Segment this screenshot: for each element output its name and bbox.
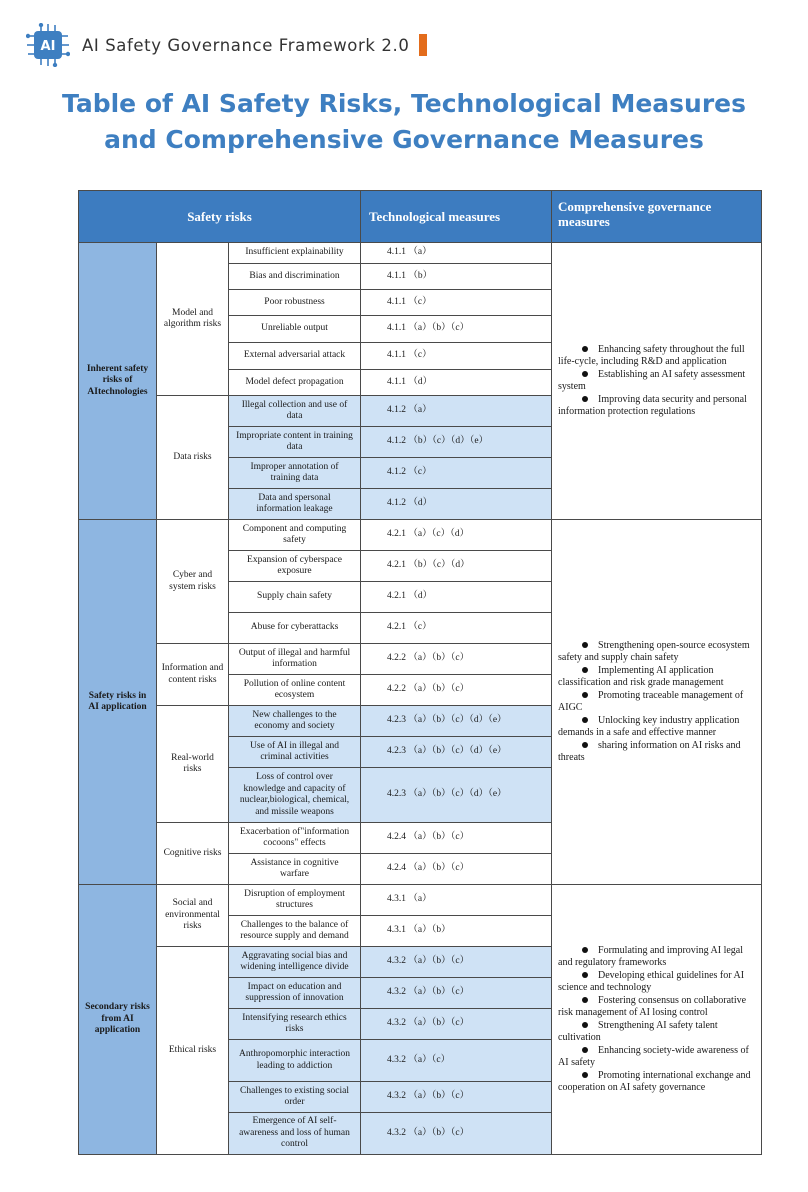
- tech-measure-cell: 4.1.2 （c）: [361, 458, 552, 489]
- tech-measure-cell: 4.1.2 （a）: [361, 396, 552, 427]
- tech-measure-cell: 4.3.2 （a）（b）（c）: [361, 1113, 552, 1155]
- risk-measures-table: [78, 190, 762, 1155]
- risk-cell: Component and computing safety: [229, 520, 361, 551]
- governance-cell: [552, 520, 762, 885]
- risk-cell: Challenges to the balance of resource supply and demand: [229, 916, 361, 947]
- tech-measure-cell: 4.2.3 （a）（b）（c）（d）（e）: [361, 768, 552, 823]
- risk-cell: Abuse for cyberattacks: [229, 613, 361, 644]
- title-accent-bar: [419, 34, 427, 56]
- risk-cell: Poor robustness: [229, 290, 361, 316]
- governance-item: Strengthening AI safety talent cultivation: [558, 1019, 718, 1043]
- risk-cell: Impact on education and suppression of innovation: [229, 978, 361, 1009]
- risk-cell: Emergence of AI self-awareness and loss of human control: [229, 1113, 361, 1155]
- tech-measure-cell: 4.3.2 （a）（b）（c）: [361, 947, 552, 978]
- tech-measure-cell: 4.2.4 （a）（b）（c）: [361, 823, 552, 854]
- subgroup-cell: Cognitive risks: [157, 823, 229, 885]
- tech-measure-cell: 4.1.1 （c）: [361, 290, 552, 316]
- tech-measure-cell: 4.2.3 （a）（b）（c）（d）（e）: [361, 737, 552, 768]
- header-governance-measures: Comprehensive governance measures: [552, 191, 762, 243]
- bullet-icon: [582, 717, 588, 723]
- bullet-icon: [582, 667, 588, 673]
- category-cell: Safety risks in AI application: [79, 520, 157, 885]
- governance-item: Enhancing society-wide awareness of AI safety: [558, 1044, 749, 1068]
- subgroup-cell: Real-world risks: [157, 706, 229, 823]
- risk-cell: Expansion of cyberspace exposure: [229, 551, 361, 582]
- header-technological-measures: Technological measures: [361, 191, 552, 243]
- risk-cell: Model defect propagation: [229, 370, 361, 396]
- subgroup-cell: Ethical risks: [157, 947, 229, 1155]
- tech-measure-cell: 4.3.1 （a）: [361, 885, 552, 916]
- risk-cell: Aggravating social bias and widening intelligence divide: [229, 947, 361, 978]
- risk-cell: New challenges to the economy and society: [229, 706, 361, 737]
- risk-cell: Data and spersonal information leakage: [229, 489, 361, 520]
- risk-cell: Loss of control over knowledge and capacity of nuclear,biological, chemical, and missile weapons: [229, 768, 361, 823]
- bullet-icon: [582, 947, 588, 953]
- governance-item: sharing information on AI risks and threats: [558, 739, 741, 763]
- svg-text:AI: AI: [40, 39, 56, 54]
- governance-item: Strengthening open-source ecosystem safety and supply chain safety: [558, 639, 750, 663]
- governance-cell: [552, 243, 762, 520]
- table-row: [79, 885, 762, 916]
- risk-cell: Pollution of online content ecosystem: [229, 675, 361, 706]
- bullet-icon: [582, 1047, 588, 1053]
- tech-measure-cell: 4.3.2 （a）（b）（c）: [361, 1082, 552, 1113]
- page-title-line-1: Table of AI Safety Risks, Technological Measures: [62, 89, 746, 118]
- category-cell: Inherent safety risks of AItechnologies: [79, 243, 157, 520]
- bullet-icon: [582, 997, 588, 1003]
- bullet-icon: [582, 972, 588, 978]
- category-cell: Secondary risks from AI application: [79, 885, 157, 1155]
- bullet-icon: [582, 396, 588, 402]
- tech-measure-cell: 4.1.1 （a）: [361, 243, 552, 264]
- governance-item: Formulating and improving AI legal and regulatory frameworks: [558, 944, 743, 968]
- tech-measure-cell: 4.2.1 （c）: [361, 613, 552, 644]
- risk-cell: Supply chain safety: [229, 582, 361, 613]
- governance-item: Developing ethical guidelines for AI science and technology: [558, 969, 745, 993]
- subgroup-cell: Information and content risks: [157, 644, 229, 706]
- bullet-icon: [582, 642, 588, 648]
- risk-cell: Unreliable output: [229, 316, 361, 343]
- page-header: [26, 22, 427, 68]
- governance-item: Implementing AI application classification and risk grade management: [558, 664, 724, 688]
- page-title: [0, 86, 808, 158]
- tech-measure-cell: 4.3.2 （a）（c）: [361, 1040, 552, 1082]
- tech-measure-cell: 4.1.1 （d）: [361, 370, 552, 396]
- risk-cell: Intensifying research ethics risks: [229, 1009, 361, 1040]
- risk-cell: Impropriate content in training data: [229, 427, 361, 458]
- governance-item: Improving data security and personal information protection regulations: [558, 393, 747, 417]
- risk-cell: Challenges to existing social order: [229, 1082, 361, 1113]
- risk-cell: Bias and discrimination: [229, 264, 361, 290]
- page-title-line-2: and Comprehensive Governance Measures: [104, 125, 704, 154]
- risk-cell: Improper annotation of training data: [229, 458, 361, 489]
- governance-item: Unlocking key industry application demands in a safe and effective manner: [558, 714, 740, 738]
- tech-measure-cell: 4.1.1 （a）（b）（c）: [361, 316, 552, 343]
- tech-measure-cell: 4.1.1 （b）: [361, 264, 552, 290]
- tech-measure-cell: 4.2.1 （b）（c）（d）: [361, 551, 552, 582]
- tech-measure-cell: 4.2.1 （d）: [361, 582, 552, 613]
- subgroup-cell: Cyber and system risks: [157, 520, 229, 644]
- tech-measure-cell: 4.1.1 （c）: [361, 343, 552, 370]
- tech-measure-cell: 4.1.2 （d）: [361, 489, 552, 520]
- ai-chip-logo-icon: [26, 23, 70, 67]
- risk-cell: Exacerbation of"information cocoons" effects: [229, 823, 361, 854]
- risk-cell: Insufficient explainability: [229, 243, 361, 264]
- governance-item: Promoting traceable management of AIGC: [558, 689, 744, 713]
- bullet-icon: [582, 742, 588, 748]
- subgroup-cell: Social and environmental risks: [157, 885, 229, 947]
- governance-cell: [552, 885, 762, 1155]
- tech-measure-cell: 4.2.3 （a）（b）（c）（d）（e）: [361, 706, 552, 737]
- bullet-icon: [582, 692, 588, 698]
- governance-item: Establishing an AI safety assessment system: [558, 368, 746, 392]
- subgroup-cell: Model and algorithm risks: [157, 243, 229, 396]
- governance-item: Promoting international exchange and cooperation on AI safety governance: [558, 1069, 751, 1093]
- risk-cell: Assistance in cognitive warfare: [229, 854, 361, 885]
- tech-measure-cell: 4.2.1 （a）（c）（d）: [361, 520, 552, 551]
- risk-cell: Anthropomorphic interaction leading to addiction: [229, 1040, 361, 1082]
- tech-measure-cell: 4.2.2 （a）（b）（c）: [361, 644, 552, 675]
- risk-cell: Disruption of employment structures: [229, 885, 361, 916]
- risk-cell: Use of AI in illegal and criminal activities: [229, 737, 361, 768]
- header-safety-risks: Safety risks: [79, 191, 361, 243]
- tech-measure-cell: 4.3.2 （a）（b）（c）: [361, 978, 552, 1009]
- tech-measure-cell: 4.3.2 （a）（b）（c）: [361, 1009, 552, 1040]
- bullet-icon: [582, 346, 588, 352]
- bullet-icon: [582, 1072, 588, 1078]
- governance-item: Enhancing safety throughout the full life-cycle, including R&D and application: [558, 343, 745, 367]
- tech-measure-cell: 4.3.1 （a）（b）: [361, 916, 552, 947]
- risk-cell: Output of illegal and harmful information: [229, 644, 361, 675]
- subgroup-cell: Data risks: [157, 396, 229, 520]
- tech-measure-cell: 4.2.2 （a）（b）（c）: [361, 675, 552, 706]
- governance-item: Fostering consensus on collaborative risk management of AI losing control: [558, 994, 747, 1018]
- app-title: AI Safety Governance Framework 2.0: [82, 35, 410, 55]
- tech-measure-cell: 4.2.4 （a）（b）（c）: [361, 854, 552, 885]
- bullet-icon: [582, 1022, 588, 1028]
- tech-measure-cell: 4.1.2 （b）（c）（d）（e）: [361, 427, 552, 458]
- risk-cell: External adversarial attack: [229, 343, 361, 370]
- table-header-row: [79, 191, 762, 243]
- bullet-icon: [582, 371, 588, 377]
- table-row: [79, 520, 762, 551]
- table-row: [79, 243, 762, 264]
- risk-cell: Illegal collection and use of data: [229, 396, 361, 427]
